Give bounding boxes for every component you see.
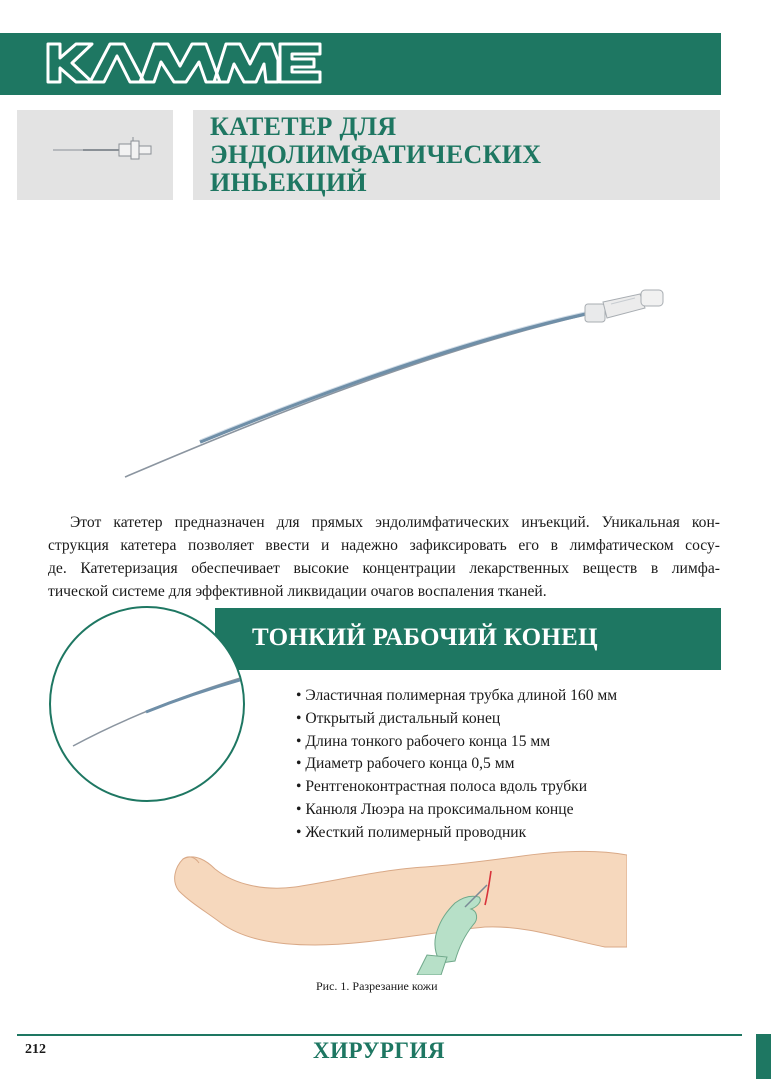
list-item: • Канюля Люэра на проксимальном конце (296, 800, 574, 818)
figure-caption: Рис. 1. Разрезание кожи (316, 979, 438, 993)
catheter-thumbnail (17, 110, 173, 200)
footer-section-title: ХИРУРГИЯ (313, 1038, 446, 1063)
intro-line: де. Катетеризация обеспечивает высокие концентрации лекарственных веществ в лимфа- (48, 560, 720, 577)
page-title-line-3: ИНЬЕКЦИЙ (210, 168, 367, 197)
tip-detail-circle (49, 606, 245, 802)
leg-illustration (165, 845, 627, 975)
list-item: • Длина тонкого рабочего конца 15 мм (296, 732, 551, 750)
catheter-product-photo (115, 280, 675, 485)
list-item: • Диаметр рабочего конца 0,5 мм (296, 755, 515, 773)
list-item: • Жесткий полимерный проводник (296, 823, 527, 841)
intro-line: Этот катетер предназначен для прямых эндолимфатических инъекций. Уникальная кон- (70, 514, 720, 531)
list-item: • Эластичная полимерная трубка длиной 160 мм (296, 687, 618, 704)
feature-list (296, 685, 617, 845)
section-title: ТОНКИЙ РАБОЧИЙ КОНЕЦ (252, 624, 598, 651)
page-number: 212 (25, 1042, 46, 1057)
page-title-line-1: КАТЕТЕР ДЛЯ (210, 112, 397, 141)
list-item: • Открытый дистальный конец (296, 709, 501, 727)
kammed-logo (44, 40, 324, 86)
intro-line: тической системе для эффективной ликвидации очагов воспаления тканей. (48, 583, 547, 600)
footer-rule (17, 1034, 742, 1036)
title-panel (193, 110, 720, 200)
intro-line: струкция катетера позволяет ввести и надежно зафиксировать его в лимфатическом сосу- (48, 537, 720, 554)
intro-paragraph (48, 511, 720, 603)
list-item: • Рентгеноконтрастная полоса вдоль трубки (296, 778, 588, 796)
page-title-line-2: ЭНДОЛИМФАТИЧЕСКИХ (210, 140, 542, 169)
footer-side-bar (756, 1034, 771, 1079)
